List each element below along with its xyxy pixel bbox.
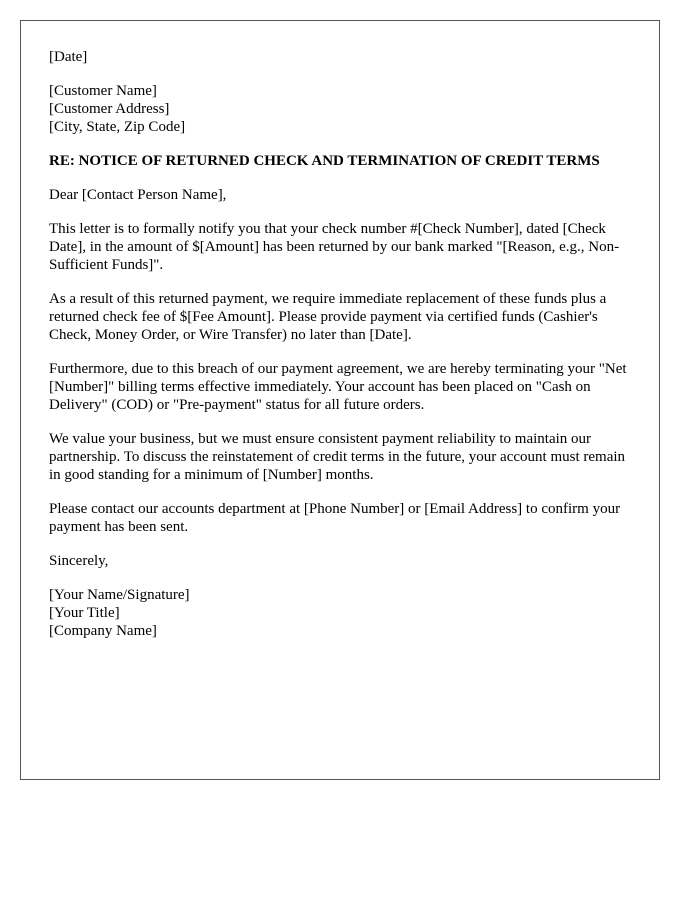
letter-page xyxy=(20,20,660,780)
closing: Sincerely, xyxy=(49,553,109,569)
paragraph-reinstatement: We value your business, but we must ensure consistent payment reliability to maintain our partnership. To discuss the reinstatement of credit terms in the future, your account must remain in good standing for a minimum of [Number] months. xyxy=(49,431,626,483)
recipient-address: [Customer Address] xyxy=(49,101,170,117)
subject-line: RE: NOTICE OF RETURNED CHECK AND TERMINATION OF CREDIT TERMS xyxy=(49,153,600,169)
recipient-name: [Customer Name] xyxy=(49,83,157,99)
paragraph-terms-terminated: Furthermore, due to this breach of our payment agreement, we are hereby terminating your "Net [Number]" billing terms effective immediately. Your account has been placed on "Cash on Delivery" (COD) or "Pre-payment" status for all future orders. xyxy=(49,361,627,413)
signature-company: [Company Name] xyxy=(49,623,157,639)
recipient-address-block xyxy=(49,82,631,136)
recipient-city-state-zip: [City, State, Zip Code] xyxy=(49,119,186,135)
paragraph-payment-required: As a result of this returned payment, we require immediate replacement of these funds plus a returned check fee of $[Fee Amount]. Please provide payment via certified funds (Cashier's Check, Money Order, or Wire Transfer) no later than [Date]. xyxy=(49,291,607,343)
paragraph-returned-check: This letter is to formally notify you that your check number #[Check Number], dated [Check Date], in the amount of $[Amount] has been returned by our bank marked "[Reason, e.g., Non-Sufficient Funds]". xyxy=(49,221,620,273)
signature-name: [Your Name/Signature] xyxy=(49,587,190,603)
paragraph-contact: Please contact our accounts department at [Phone Number] or [Email Address] to confirm your payment has been sent. xyxy=(49,501,621,535)
signature-block xyxy=(49,586,631,640)
salutation: Dear [Contact Person Name], xyxy=(49,187,227,203)
signature-title: [Your Title] xyxy=(49,605,120,621)
letter-date: [Date] xyxy=(49,49,88,65)
